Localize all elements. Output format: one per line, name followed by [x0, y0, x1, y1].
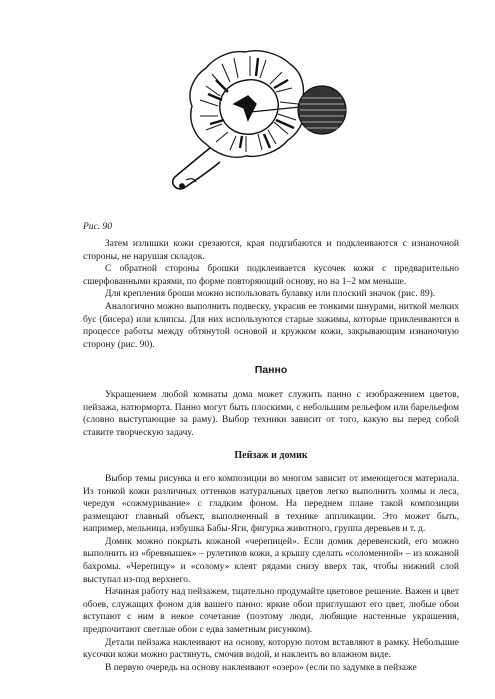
paragraph: Затем излишки кожи срезаются, края подгибаются и подклеиваются с изнаночной стороны, не нарушая складок. — [83, 239, 459, 262]
clip — [173, 148, 220, 189]
page-text — [83, 238, 459, 674]
paragraph: Аналогично можно выполнить подвеску, украсив ее тонкими шнурами, ниткой мелких бус (бисера) или клипсы. Для них используются старые зажимы, которые приклеиваются в процессе работы между обтянутой основой и кружком кожи, закрывающим изнаночную сторону (рис. 90). — [83, 301, 459, 350]
paragraph: С обратной стороны брошки подклеивается кусочек кожи с предварительно сшерфованными краями, по форме повторяющий основу, но на 1–2 мм меньше. — [83, 264, 459, 287]
section-heading-landscape: Пейзаж и домик — [234, 450, 308, 462]
figure-caption: Рис. 90 — [83, 222, 113, 232]
brooch-illustration — [150, 40, 350, 210]
paragraph: Выбор темы рисунка и его композиции во многом зависит от имеющегося материала. Из тонкой кожи различных оттенков натуральных цветов легко выполнить холмы и леса, чередуя «сожмуривание» с гладким фоном. На переднем плане такой композиции размещают главный объект, выполненный в технике аппликации. Это может быть, например, мельница, избушка Бабы-Яги, фигурка животного, группа деревьев и т. д. — [83, 473, 459, 535]
paragraph: Детали пейзажа наклеивают на основу, которую потом вставляют в рамку. Небольшие кусочки кожи можно растянуть, смочив водой, и наклеить во влажном виде. — [83, 637, 459, 661]
paragraph: Начиная работу над пейзажем, тщательно продумайте цветовое решение. Важен и цвет обоев, служащих фоном для вашего панно: яркие обои приглушают его цвет, любые обои вступают с ним в некое сочетание (поэтому люди, любящие настенные украшения, предпочитают светлые обои с едва заметным рисунком). — [83, 587, 459, 636]
paragraph: Для крепления броши можно использовать булавку или плоский значок (рис. 89). — [105, 289, 436, 300]
brooch-drawing — [150, 40, 350, 210]
center-ornament — [234, 96, 256, 120]
section-heading-panno: Панно — [254, 364, 288, 377]
paragraph: В первую очередь на основу наклеивают «озеро» (если по задумке в пейзаже — [105, 662, 417, 673]
paragraph: Домик можно покрыть кожаной «черепицей». Если домик деревенский, его можно выполнить из «бревнышек» – рулетиков кожи, а крышу сделать «соломенной» – из кожаной бахромы. «Черепицу» и «солому» клеят рядами снизу вверх так, чтобы нижний слой выступал из-под верхнего. — [83, 536, 459, 585]
paragraph: Украшением любой комнаты дома может служить панно с изображением цветов, пейзажа, натюрморта. Панно могут быть плоскими, с небольшим рельефом или барельефом (словно выступающие за раму). Выбор техники зависит от того, какую вы перед собой ставите творческую задачу. — [83, 389, 459, 438]
